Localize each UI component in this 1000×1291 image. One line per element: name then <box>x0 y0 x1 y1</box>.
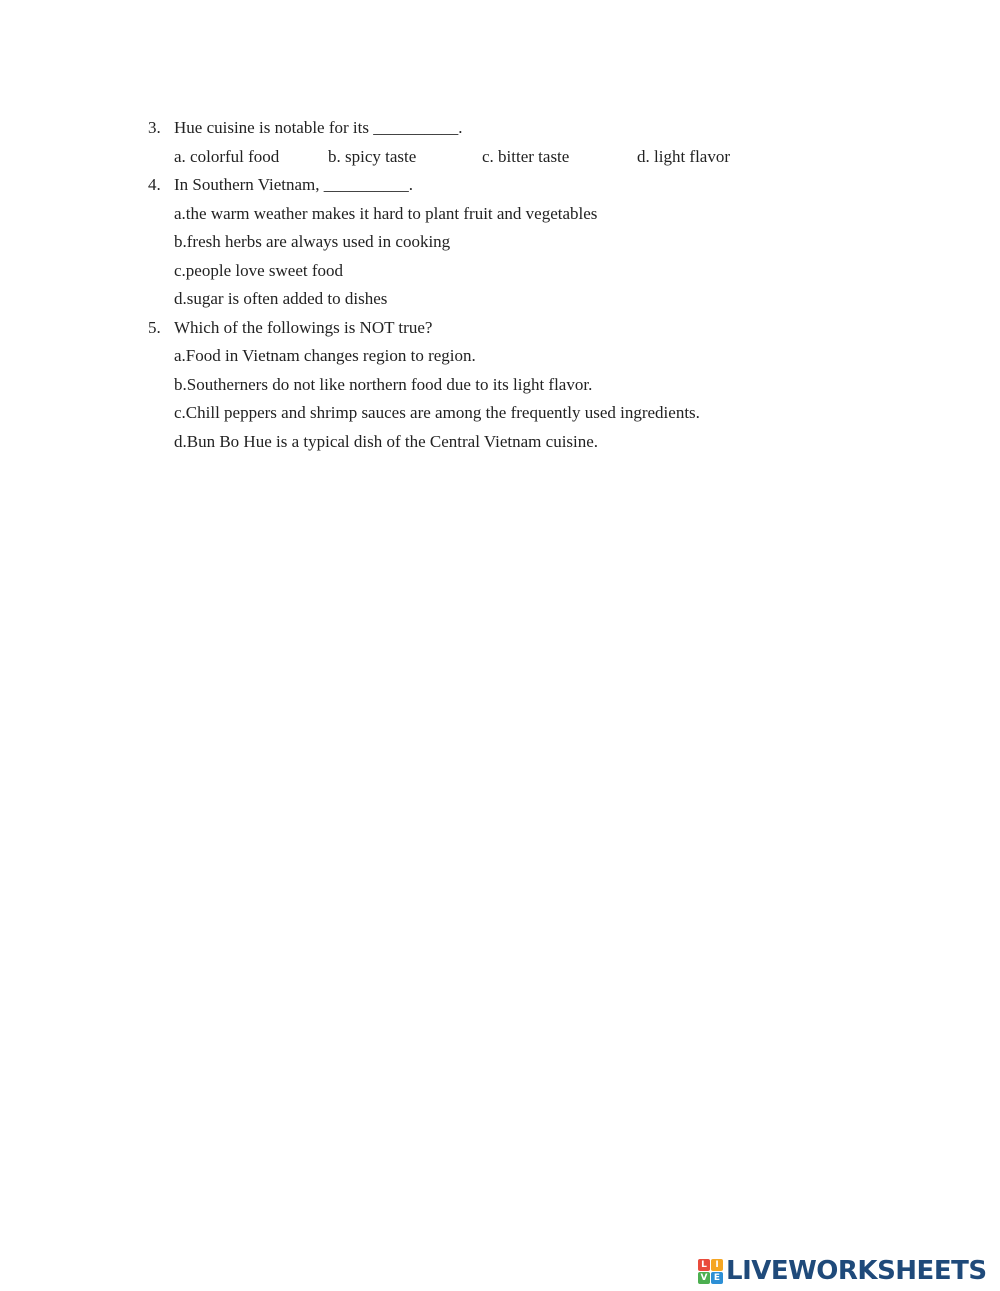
option-b-text: b.fresh herbs are always used in cooking <box>174 232 451 251</box>
option-d[interactable]: d. light flavor <box>637 147 731 166</box>
option-a[interactable]: a. colorful food <box>174 147 280 166</box>
option-c-text: c.Chill peppers and shrimp sauces are among the frequently used ingredients. <box>174 403 700 422</box>
option-a-text: a.Food in Vietnam changes region to region. <box>174 346 476 365</box>
logo-block-l: L <box>698 1259 710 1271</box>
logo-block-i: I <box>711 1259 723 1271</box>
logo-blocks-icon <box>698 1259 723 1284</box>
question-number: 4. <box>148 175 161 194</box>
liveworksheets-logo <box>698 1255 987 1287</box>
logo-block-v: V <box>698 1272 710 1284</box>
question-text: Hue cuisine is notable for its __________. <box>174 118 463 137</box>
question-text: Which of the followings is NOT true? <box>174 318 433 337</box>
option-d-text: d.sugar is often added to dishes <box>174 289 388 308</box>
option-b-text: b.Southerners do not like northern food due to its light flavor. <box>174 375 593 394</box>
logo-text: LIVEWORKSHEETS <box>726 1256 987 1286</box>
question-number: 5. <box>148 318 161 337</box>
option-b[interactable]: b. spicy taste <box>328 147 417 166</box>
question-text: In Southern Vietnam, __________. <box>174 175 414 194</box>
option-c[interactable]: c. bitter taste <box>482 147 570 166</box>
logo-block-e: E <box>711 1272 723 1284</box>
option-c-text: c.people love sweet food <box>174 261 343 280</box>
option-d-text: d.Bun Bo Hue is a typical dish of the Central Vietnam cuisine. <box>174 432 599 451</box>
question-number: 3. <box>148 118 161 137</box>
option-a-text: a.the warm weather makes it hard to plant fruit and vegetables <box>174 204 598 223</box>
